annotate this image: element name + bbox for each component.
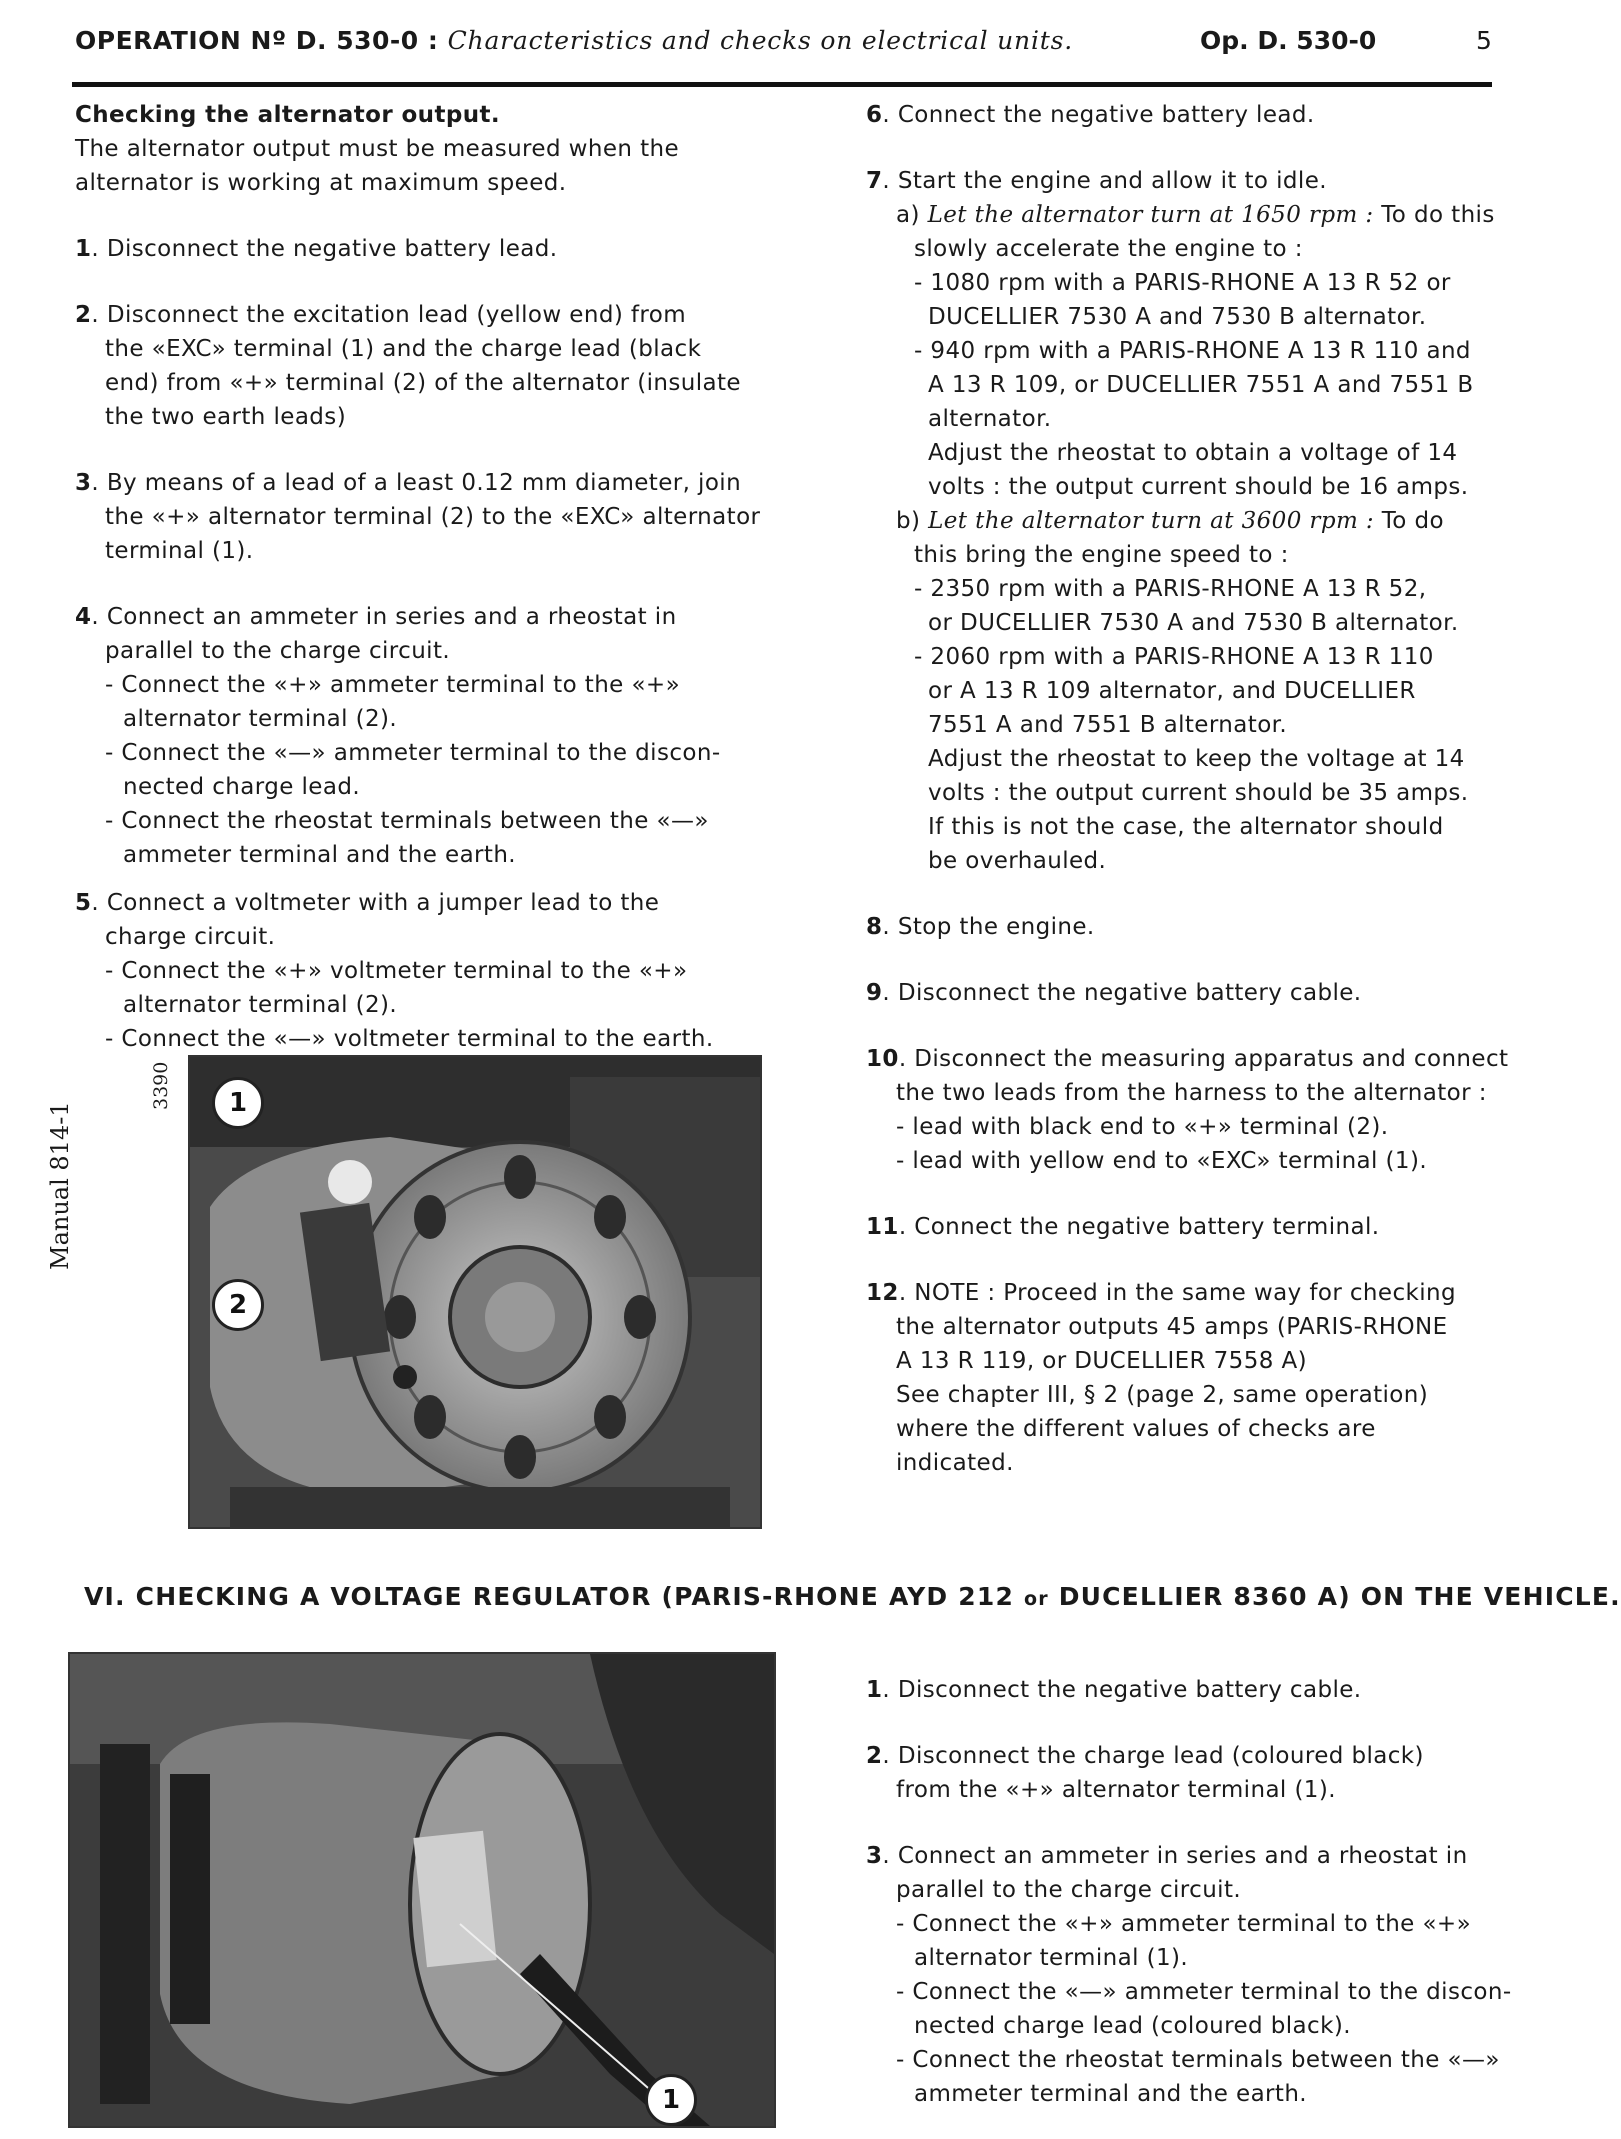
step-2-line: the «EXC» terminal (1) and the charge lead (black <box>105 336 702 362</box>
photo-id: 3390 <box>150 1061 172 1110</box>
header-rule <box>72 82 1492 87</box>
step-3: 3. By means of a lead of a least 0.12 mm diameter, join <box>75 470 742 496</box>
step-12: 12. NOTE : Proceed in the same way for checking <box>866 1280 1456 1306</box>
step-vi-2-line: from the «+» alternator terminal (1). <box>896 1777 1336 1803</box>
left-column <box>75 98 795 1056</box>
step-7a-line: - 940 rpm with a PARIS-RHONE A 13 R 110 and <box>914 338 1471 364</box>
alternator-photo <box>188 1055 762 1529</box>
intro-line: The alternator output must be measured when the <box>75 136 680 162</box>
step-7a-line: Adjust the rheostat to obtain a voltage of 14 <box>928 440 1458 466</box>
page-number: 5 <box>1476 26 1492 55</box>
step-10: 10. Disconnect the measuring apparatus and connect <box>866 1046 1509 1072</box>
step-vi-3-sub: ammeter terminal and the earth. <box>914 2081 1308 2107</box>
step-5-sub: alternator terminal (2). <box>123 992 398 1018</box>
step-7b: b) Let the alternator turn at 3600 rpm : To do <box>896 508 1444 534</box>
step-5-sub: - Connect the «—» voltmeter terminal to the earth. <box>105 1026 714 1052</box>
callout-1: 1 <box>645 2074 697 2126</box>
callout-1: 1 <box>212 1077 264 1129</box>
step-3-line: the «+» alternator terminal (2) to the «EXC» alternator <box>105 504 761 530</box>
operation-ref: Op. D. 530-0 <box>1200 26 1377 55</box>
step-4-sub: - Connect the «—» ammeter terminal to the discon- <box>105 740 721 766</box>
step-12-line: indicated. <box>896 1450 1014 1476</box>
step-4-sub: - Connect the rheostat terminals between the «—» <box>105 808 709 834</box>
step-4-sub: - Connect the «+» ammeter terminal to the «+» <box>105 672 681 698</box>
step-vi-3: 3. Connect an ammeter in series and a rheostat in <box>866 1843 1468 1869</box>
step-4-line: parallel to the charge circuit. <box>105 638 451 664</box>
step-7a-line: DUCELLIER 7530 A and 7530 B alternator. <box>928 304 1427 330</box>
step-vi-3-sub: nected charge lead (coloured black). <box>914 2013 1351 2039</box>
step-7a-line: A 13 R 109, or DUCELLIER 7551 A and 7551 B <box>928 372 1474 398</box>
section-heading: Checking the alternator output. <box>75 102 501 128</box>
step-12-line: where the different values of checks are <box>896 1416 1376 1442</box>
operation-number: OPERATION Nº D. 530-0 : <box>75 26 439 55</box>
step-7b-line: - 2060 rpm with a PARIS-RHONE A 13 R 110 <box>914 644 1434 670</box>
step-12-line: See chapter III, § 2 (page 2, same operation) <box>896 1382 1429 1408</box>
header-operation <box>75 26 1073 55</box>
step-2-line: the two earth leads) <box>105 404 347 430</box>
step-7b-line: - 2350 rpm with a PARIS-RHONE A 13 R 52, <box>914 576 1427 602</box>
step-4-sub: ammeter terminal and the earth. <box>123 842 517 868</box>
step-vi-3-sub: - Connect the rheostat terminals between the «—» <box>896 2047 1500 2073</box>
step-7: 7. Start the engine and allow it to idle. <box>866 168 1327 194</box>
step-7b-line: be overhauled. <box>928 848 1107 874</box>
step-5-sub: - Connect the «+» voltmeter terminal to the «+» <box>105 958 688 984</box>
intro-line: alternator is working at maximum speed. <box>75 170 567 196</box>
step-7a-line: volts : the output current should be 16 amps. <box>928 474 1469 500</box>
step-10-line: - lead with black end to «+» terminal (2). <box>896 1114 1389 1140</box>
step-7b-line: If this is not the case, the alternator should <box>928 814 1444 840</box>
step-vi-2: 2. Disconnect the charge lead (coloured black) <box>866 1743 1424 1769</box>
step-7b-line: or A 13 R 109 alternator, and DUCELLIER <box>928 678 1416 704</box>
step-vi-3-sub: - Connect the «—» ammeter terminal to the discon- <box>896 1979 1512 2005</box>
step-vi-3-sub: alternator terminal (1). <box>914 1945 1189 1971</box>
step-vi-3-line: parallel to the charge circuit. <box>896 1877 1242 1903</box>
step-11: 11. Connect the negative battery terminal. <box>866 1214 1380 1240</box>
step-10-line: - lead with yellow end to «EXC» terminal (1). <box>896 1148 1428 1174</box>
step-10-line: the two leads from the harness to the alternator : <box>896 1080 1487 1106</box>
step-7b-line: volts : the output current should be 35 amps. <box>928 780 1469 806</box>
step-2-line: end) from «+» terminal (2) of the alternator (insulate <box>105 370 741 396</box>
step-7b-line: or DUCELLIER 7530 A and 7530 B alternator. <box>928 610 1459 636</box>
step-5-line: charge circuit. <box>105 924 276 950</box>
regulator-photo <box>68 1652 776 2128</box>
section-vi-title: VI. CHECKING A VOLTAGE REGULATOR (PARIS-RHONE AYD 212 or DUCELLIER 8360 A) ON THE VEHICLE. <box>84 1582 1621 1611</box>
step-3-line: terminal (1). <box>105 538 254 564</box>
regulator-illustration <box>70 1654 774 2126</box>
alternator-illustration <box>190 1057 760 1527</box>
step-4: 4. Connect an ammeter in series and a rheostat in <box>75 604 677 630</box>
step-9: 9. Disconnect the negative battery cable. <box>866 980 1362 1006</box>
step-7b-line: 7551 A and 7551 B alternator. <box>928 712 1288 738</box>
section-vi-steps <box>866 1673 1516 2111</box>
manual-label: Manual 814-1 <box>46 1101 74 1270</box>
step-5: 5. Connect a voltmeter with a jumper lead to the <box>75 890 660 916</box>
operation-subtitle: Characteristics and checks on electrical units. <box>447 26 1073 55</box>
step-vi-3-sub: - Connect the «+» ammeter terminal to the «+» <box>896 1911 1472 1937</box>
step-6: 6. Connect the negative battery lead. <box>866 102 1315 128</box>
step-8: 8. Stop the engine. <box>866 914 1095 940</box>
step-7a-line: slowly accelerate the engine to : <box>914 236 1303 262</box>
step-1: 1. Disconnect the negative battery lead. <box>75 236 558 262</box>
step-7a: a) Let the alternator turn at 1650 rpm : To do this <box>896 202 1495 228</box>
step-7a-line: alternator. <box>928 406 1052 432</box>
step-7b-line: Adjust the rheostat to keep the voltage at 14 <box>928 746 1465 772</box>
right-column <box>866 98 1516 1480</box>
step-7b-line: this bring the engine speed to : <box>914 542 1289 568</box>
step-12-line: A 13 R 119, or DUCELLIER 7558 A) <box>896 1348 1307 1374</box>
step-7a-line: - 1080 rpm with a PARIS-RHONE A 13 R 52 or <box>914 270 1451 296</box>
step-12-line: the alternator outputs 45 amps (PARIS-RHONE <box>896 1314 1448 1340</box>
step-2: 2. Disconnect the excitation lead (yellow end) from <box>75 302 687 328</box>
step-vi-1: 1. Disconnect the negative battery cable. <box>866 1677 1362 1703</box>
step-4-sub: nected charge lead. <box>123 774 361 800</box>
step-4-sub: alternator terminal (2). <box>123 706 398 732</box>
callout-2: 2 <box>212 1279 264 1331</box>
